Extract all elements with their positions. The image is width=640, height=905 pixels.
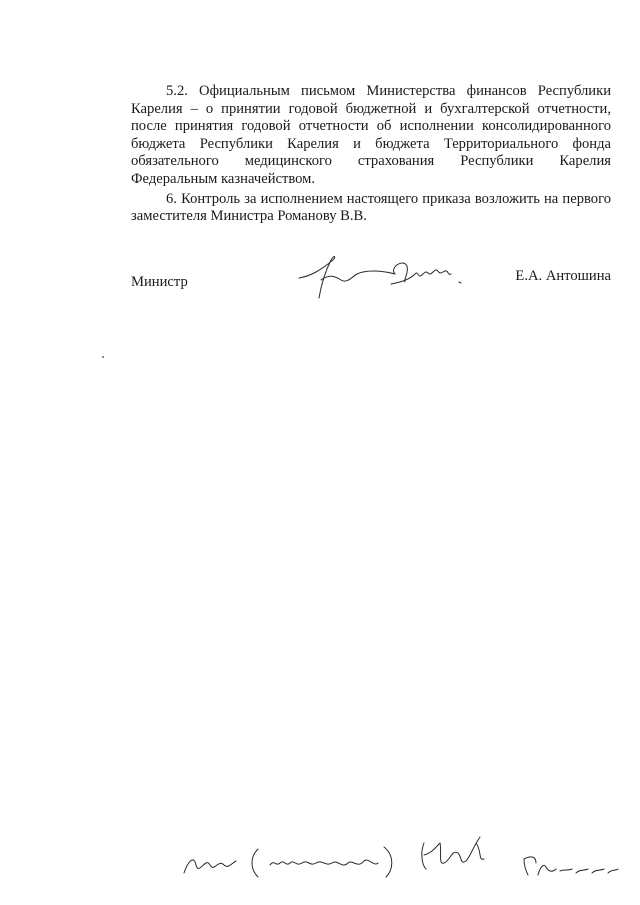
handwritten-footer-notes-icon [180, 825, 620, 885]
handwritten-yurov [422, 837, 484, 869]
signatory-role: Министр [131, 274, 188, 290]
signature-block [131, 266, 611, 306]
signatory-name: Е.А. Антошина [515, 268, 611, 284]
stray-dot [102, 356, 104, 358]
handwritten-initials-scribble [184, 860, 236, 873]
minister-signature-icon [291, 246, 496, 306]
handwritten-date-note [524, 857, 618, 875]
paragraph-5-2: 5.2. Официальным письмом Министерства финансов Республики Карелия – о принятии годовой бюджетной и бухгалтерской отчетности, после принятия годовой отчетности об исполнении консолидированного бюджета Республики Карелия и бюджета Территориального фонда обязательного медицинского страхования Республики Карелия Федеральным казначейством. [131, 83, 611, 187]
document-body [131, 83, 611, 226]
paragraph-6: 6. Контроль за исполнением настоящего приказа возложить на первого заместителя Министра Романову В.В. [131, 190, 611, 225]
handwritten-name-in-parens [252, 847, 392, 877]
